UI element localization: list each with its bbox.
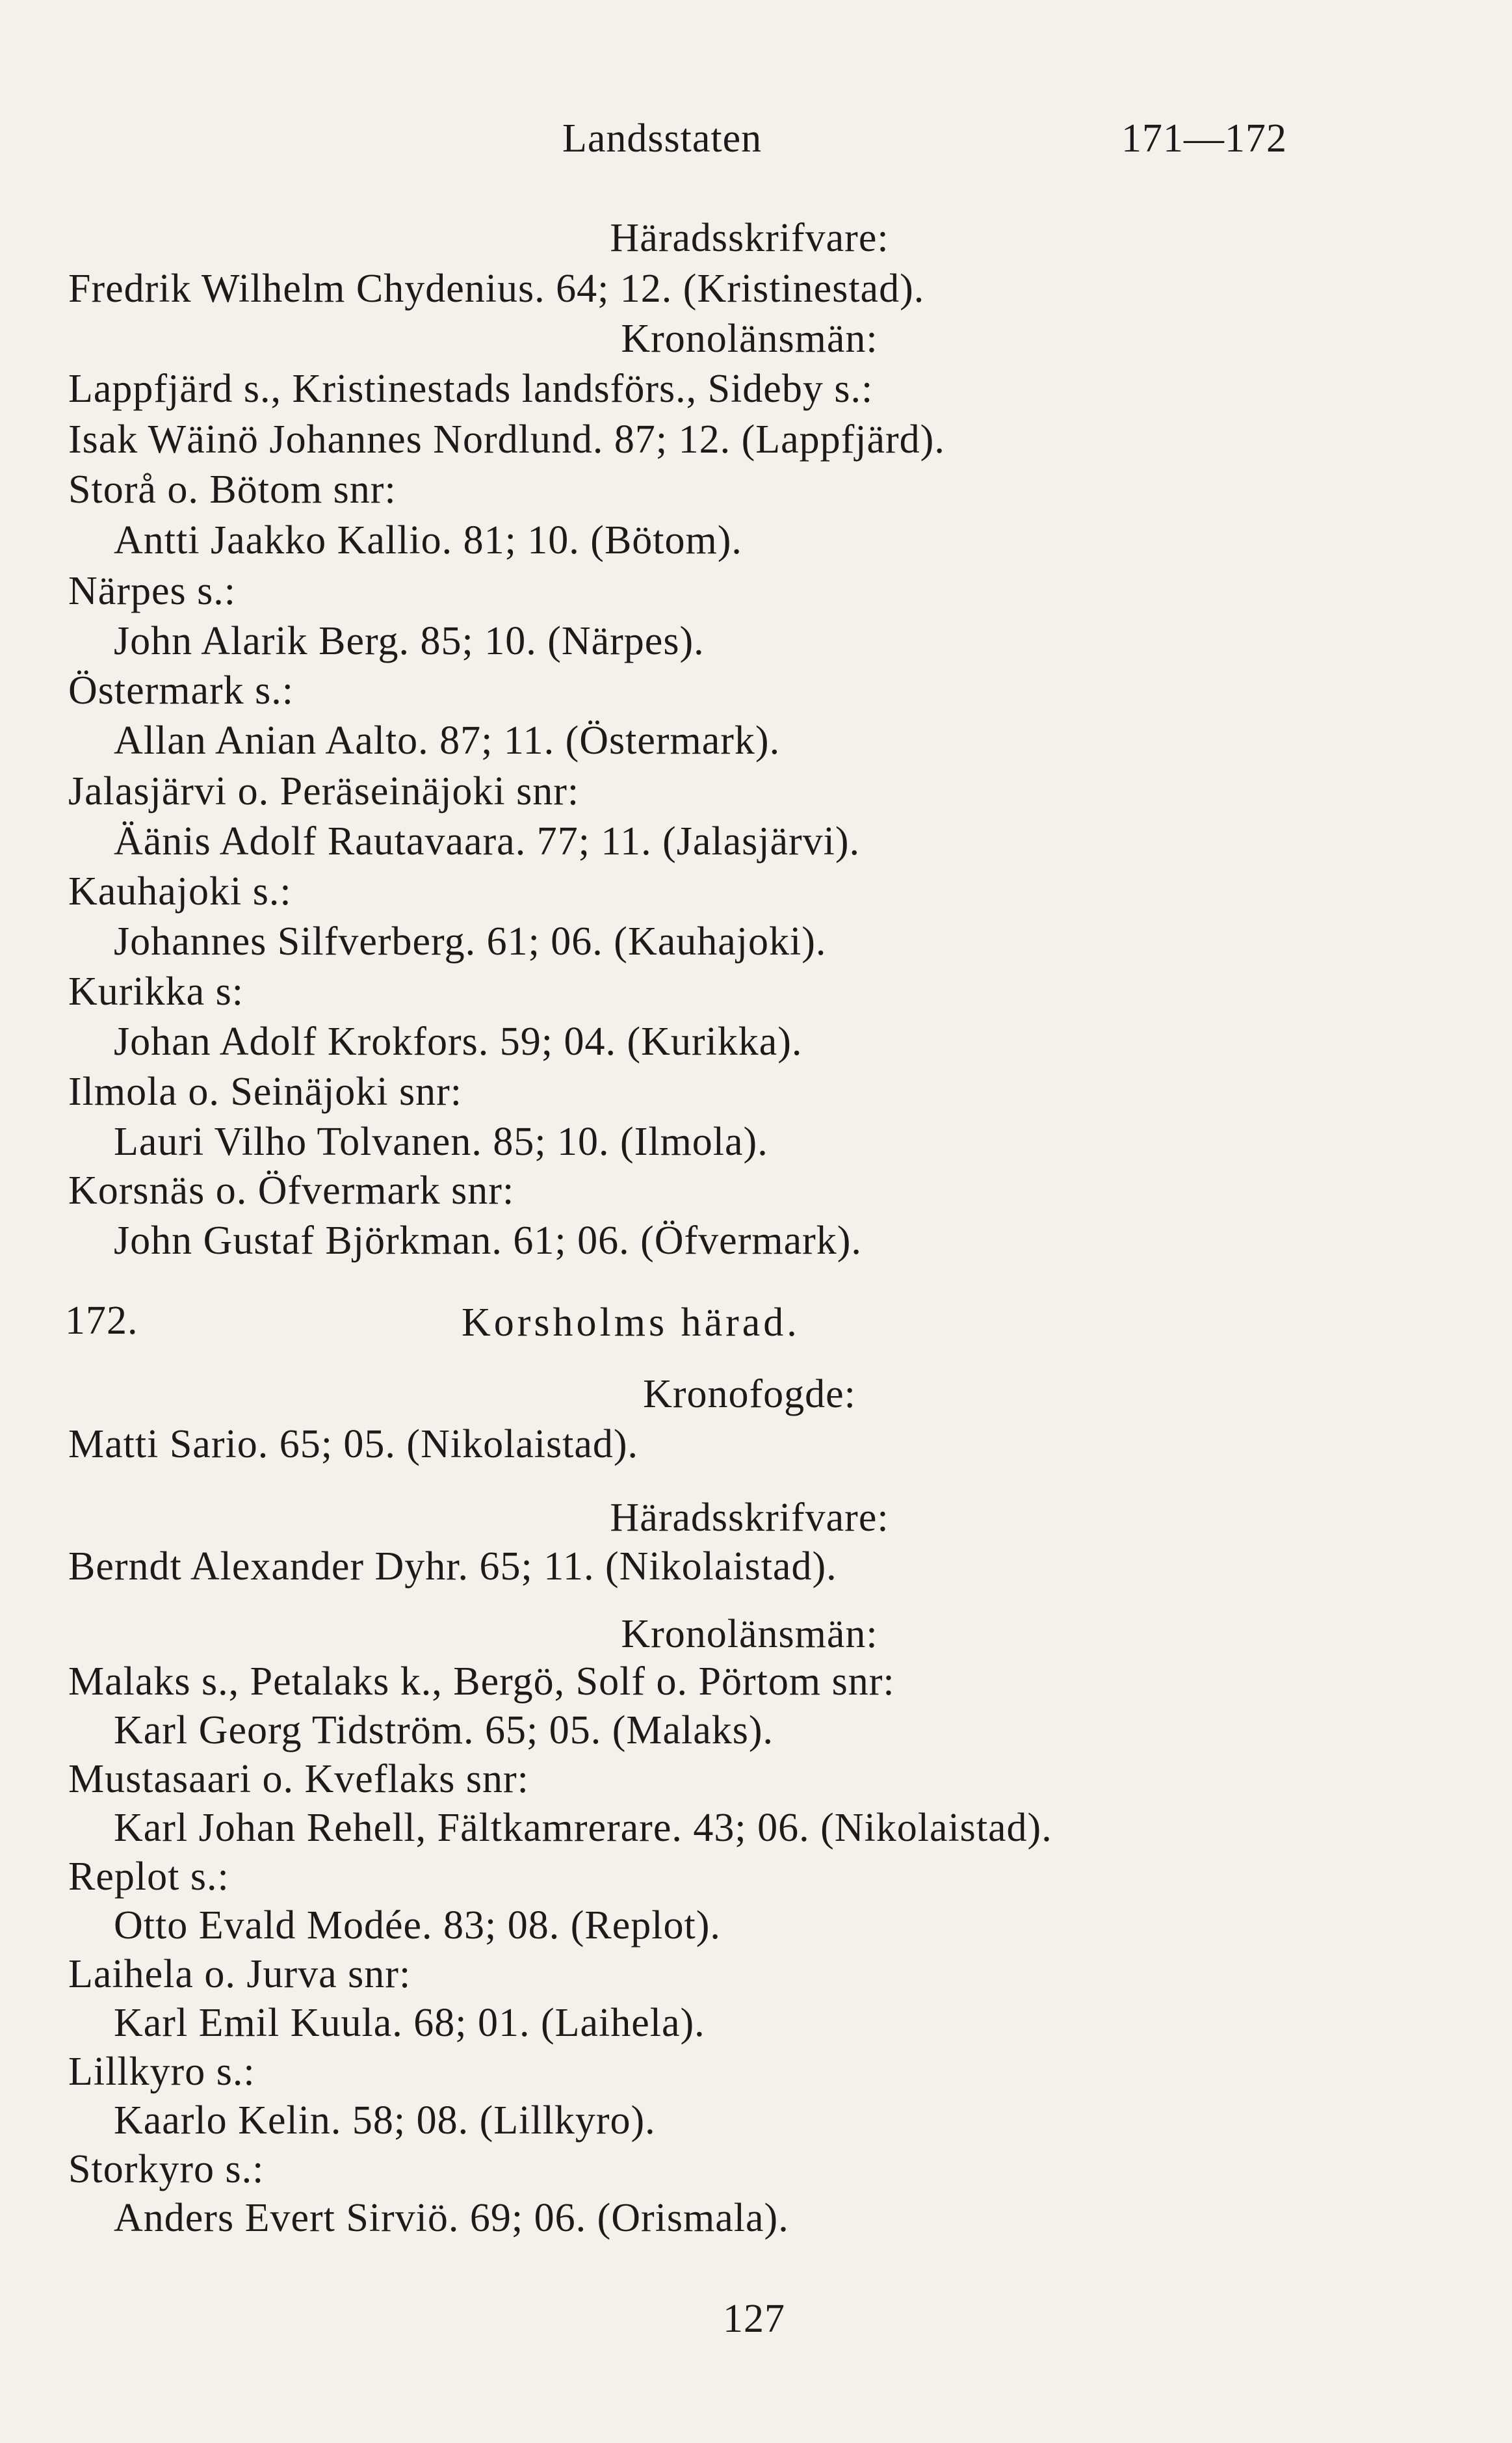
entry-line: Karl Georg Tidström. 65; 05. (Malaks). [114,1708,774,1752]
entry-line: Isak Wäinö Johannes Nordlund. 87; 12. (Lappfjärd). [68,417,945,462]
parish-line: Storå o. Bötom snr: [68,468,397,512]
entry-line: Matti Sario. 65; 05. (Nikolaistad). [68,1422,639,1466]
entry-line: Karl Johan Rehell, Fältkamrerare. 43; 06. (Nikolaistad). [114,1806,1052,1850]
parish-line: Närpes s.: [68,569,236,613]
entry-line: Allan Anian Aalto. 87; 11. (Östermark). [114,719,781,763]
entry-line: Äänis Adolf Rautavaara. 77; 11. (Jalasjärvi). [114,819,861,864]
parish-line: Lillkyro s.: [68,2050,255,2094]
entry-line: John Alarik Berg. 85; 10. (Närpes). [114,619,705,663]
section-number: 172. [65,1299,138,1343]
running-head-title: Landsstaten [562,116,763,161]
entry-line: Berndt Alexander Dyhr. 65; 11. (Nikolaistad). [68,1544,837,1589]
parish-line: Laihela o. Jurva snr: [68,1952,411,1996]
entry-line: Otto Evald Modée. 83; 08. (Replot). [114,1903,721,1948]
parish-line: Korsnäs o. Öfvermark snr: [68,1169,515,1213]
subheading-kronolansman-1: Kronolänsmän: [621,317,878,361]
subheading-haradsskrivfvare-2: Häradsskrifvare: [610,1496,889,1540]
parish-line: Mustasaari o. Kveflaks snr: [68,1757,529,1801]
parish-line: Replot s.: [68,1855,229,1899]
entry-line: John Gustaf Björkman. 61; 06. (Öfvermark). [114,1219,862,1263]
entry-line: Johannes Silfverberg. 61; 06. (Kauhajoki). [114,919,827,964]
running-head-pages: 171—172 [1121,116,1287,161]
parish-line: Kurikka s: [68,970,244,1014]
parish-line: Lappfjärd s., Kristinestads landsförs., Sideby s.: [68,367,874,411]
entry-line: Antti Jaakko Kallio. 81; 10. (Bötom). [114,518,742,562]
entry-line: Johan Adolf Krokfors. 59; 04. (Kurikka). [114,1020,803,1064]
entry-line: Karl Emil Kuula. 68; 01. (Laihela). [114,2001,705,2045]
subheading-kronolansman-2: Kronolänsmän: [621,1612,878,1656]
parish-line: Kauhajoki s.: [68,869,292,914]
page-number: 127 [723,2297,785,2341]
parish-line: Malaks s., Petalaks k., Bergö, Solf o. Pörtom snr: [68,1659,895,1704]
parish-line: Storkyro s.: [68,2147,265,2191]
parish-line: Jalasjärvi o. Peräseinäjoki snr: [68,769,580,813]
section-title: Korsholms härad. [462,1301,800,1345]
entry-line: Fredrik Wilhelm Chydenius. 64; 12. (Kristinestad). [68,267,925,311]
entry-line: Anders Evert Sirviö. 69; 06. (Orismala). [114,2196,789,2240]
entry-line: Lauri Vilho Tolvanen. 85; 10. (Ilmola). [114,1120,768,1164]
subheading-kronofogde: Kronofogde: [643,1372,856,1416]
parish-line: Östermark s.: [68,668,294,713]
subheading-haradsskrivfvare-1: Häradsskrifvare: [610,216,889,260]
parish-line: Ilmola o. Seinäjoki snr: [68,1070,463,1114]
entry-line: Kaarlo Kelin. 58; 08. (Lillkyro). [114,2098,656,2143]
